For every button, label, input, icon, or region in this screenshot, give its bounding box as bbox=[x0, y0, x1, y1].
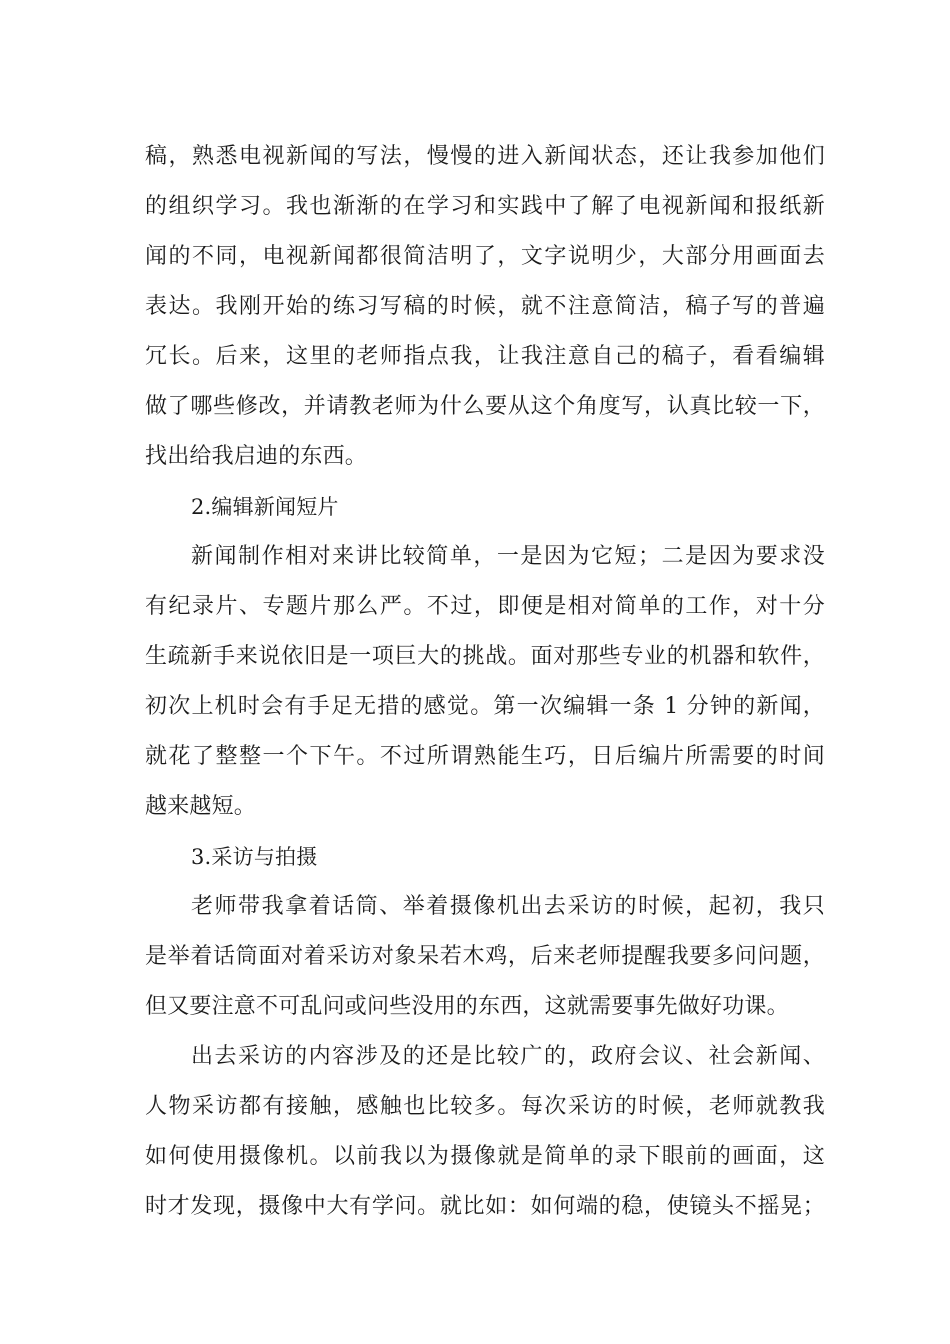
paragraph-writing-practice bbox=[145, 132, 825, 482]
text-line: 的组织学习。我也渐渐的在学习和实践中了解了电视新闻和报纸新 bbox=[145, 194, 825, 219]
text-line: 有纪录片、专题片那么严。不过，即便是相对简单的工作，对十分 bbox=[145, 594, 825, 619]
text-line: 时才发现，摄像中大有学问。就比如：如何端的稳，使镜头不摇晃； bbox=[145, 1194, 825, 1219]
text-line: 如何使用摄像机。以前我以为摄像就是简单的录下眼前的画面，这 bbox=[145, 1144, 825, 1169]
text-line: 找出给我启迪的东西。 bbox=[145, 444, 368, 469]
text-line: 越来越短。 bbox=[145, 794, 257, 819]
text-line: 稿，熟悉电视新闻的写法，慢慢的进入新闻状态，还让我参加他们 bbox=[145, 144, 825, 169]
document-page bbox=[145, 132, 825, 1232]
paragraph-camera bbox=[145, 1032, 825, 1232]
section-heading: 3.采访与拍摄 bbox=[191, 845, 318, 869]
text-line: 出去采访的内容涉及的还是比较广的，政府会议、社会新闻、 bbox=[191, 1044, 825, 1069]
text-line: 但又要注意不可乱问或问些没用的东西，这就需要事先做好功课。 bbox=[145, 994, 789, 1019]
text-line: 新闻制作相对来讲比较简单，一是因为它短；二是因为要求没 bbox=[191, 544, 825, 569]
section-heading: 2.编辑新闻短片 bbox=[191, 495, 339, 519]
text-line: 初次上机时会有手足无措的感觉。第一次编辑一条 1 分钟的新闻， bbox=[145, 694, 825, 719]
text-line: 人物采访都有接触，感触也比较多。每次采访的时候，老师就教我 bbox=[145, 1094, 825, 1119]
paragraph-editing bbox=[145, 532, 825, 832]
text-line: 冗长。后来，这里的老师指点我，让我注意自己的稿子，看看编辑 bbox=[145, 344, 825, 369]
text-line: 是举着话筒面对着采访对象呆若木鸡，后来老师提醒我要多问问题， bbox=[145, 944, 825, 969]
text-line: 闻的不同，电视新闻都很简洁明了，文字说明少，大部分用画面去 bbox=[145, 244, 825, 269]
section-heading-editing bbox=[145, 482, 825, 532]
text-line: 老师带我拿着话筒、举着摄像机出去采访的时候，起初，我只 bbox=[191, 894, 825, 919]
section-heading-interview bbox=[145, 832, 825, 882]
paragraph-interview bbox=[145, 882, 825, 1032]
text-line: 生疏新手来说依旧是一项巨大的挑战。面对那些专业的机器和软件， bbox=[145, 644, 825, 669]
text-line: 就花了整整一个下午。不过所谓熟能生巧，日后编片所需要的时间 bbox=[145, 744, 825, 769]
text-line: 做了哪些修改，并请教老师为什么要从这个角度写，认真比较一下， bbox=[145, 394, 825, 419]
text-line: 表达。我刚开始的练习写稿的时候，就不注意简洁，稿子写的普遍 bbox=[145, 294, 825, 319]
